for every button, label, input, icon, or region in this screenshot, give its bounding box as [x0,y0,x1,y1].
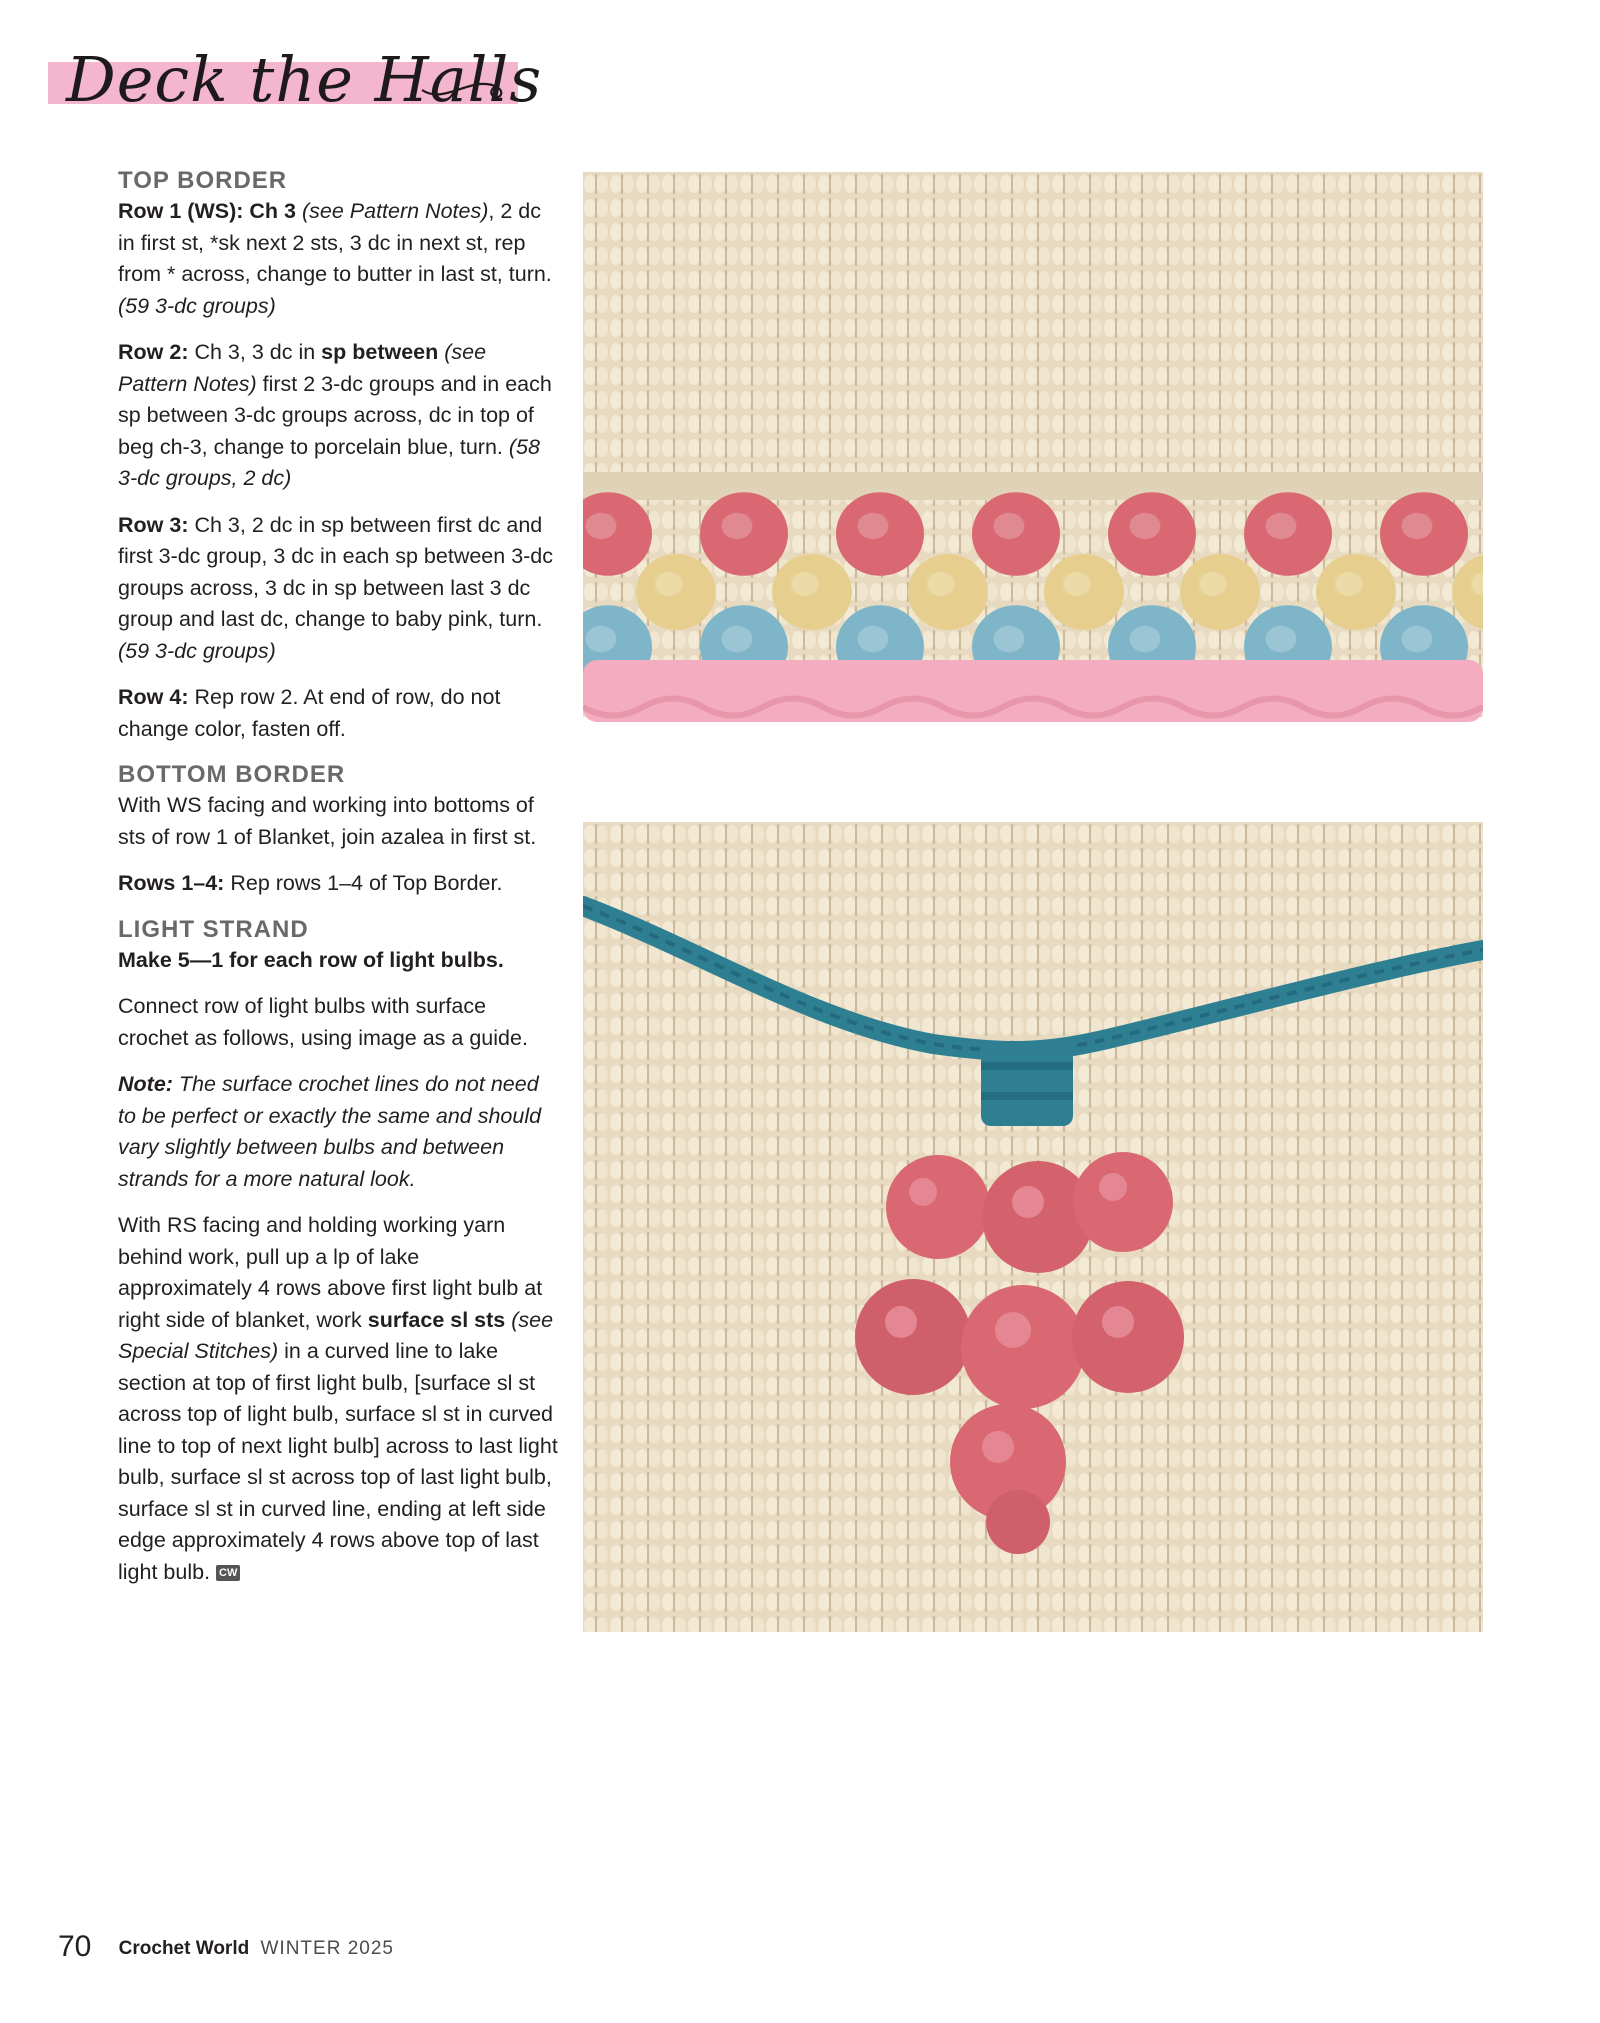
light-strand-connect: Connect row of light bulbs with surface crochet as follows, using image as a guide. [118,994,528,1050]
heading-bottom-border: BOTTOM BORDER [118,761,346,788]
light-strand-make-text: Make 5—1 for each row of light bulbs. [118,947,504,972]
instr-note: (see Special Stitches) [118,1307,554,1363]
row-3-count: (59 3-dc groups) [118,638,276,663]
heading-top-border: TOP BORDER [118,167,288,194]
row-3-label: Row 3: [118,512,189,537]
row-4-label: Row 4: [118,685,189,709]
page-footer [58,1930,394,1964]
instr-text-2: in a curved line to lake section at top of first light bulb, [surface sl st across top of light bulb, surface sl st in curved line to top of next light bulb] across to last light bulb, surface sl st across top of last light bulb, surface sl st in curved line, ending at left side edge approximately 4 rows above top of last light bulb. [118,1339,558,1584]
stitch-highlight [791,572,819,596]
stitch-highlight [1130,626,1161,652]
stitch-highlight [1402,513,1433,539]
stitch-highlight [994,513,1025,539]
stitch-highlight [1063,572,1091,596]
stitch-highlight [722,626,753,652]
row-1-ch: Ch 3 [249,199,296,223]
light-bulb-photo [583,822,1483,1632]
bottom-border-rows [118,868,558,900]
row-3-text: Ch 3, 2 dc in sp between first dc and first 3-dc group, 3 dc in each sp between 3-dc groups across, 3 dc in sp between last 3 dc group and last dc, change to baby pink, turn. [118,512,554,631]
bottom-border-intro: With WS facing and working into bottoms of sts of row 1 of Blanket, join azalea in first st. [118,793,537,849]
bulb-cap [981,1044,1073,1126]
stitch-highlight [858,626,889,652]
stitch-highlight [1199,572,1227,596]
row-1-note: (see Pattern Notes) [301,199,489,223]
row-1-count: (59 3-dc groups) [118,293,276,318]
row-2-label: Row 2: [118,340,189,364]
stitch-highlight [722,513,753,539]
light-strand-note [118,1069,558,1195]
title-swash-icon [420,66,520,106]
row-4-text: Rep row 2. At end of row, do not change color, fasten off. [118,685,501,741]
photo-background-strip [583,717,1483,766]
magazine-name: Crochet World [118,1938,250,1959]
top-border-row-4 [118,682,558,745]
row-2-note: (see Pattern Notes) [118,340,487,396]
cw-end-badge: CW [216,1565,240,1581]
stitch-highlight [1266,513,1297,539]
instr-text-1: With RS facing and holding working yarn behind work, pull up a lp of lake approximately 4 rows above first light bulb at right side of blanket, work [118,1213,543,1332]
row-2-text-2: first 2 3-dc groups and in each sp between 3-dc groups across, dc in top of beg ch-3, change to porcelain blue, turn. [118,371,552,459]
instr-bold: surface sl sts [367,1307,506,1332]
stitch-highlight [1266,626,1297,652]
top-border-row-2 [118,337,558,495]
stitch-highlight [927,572,955,596]
row-2-text-1: Ch 3, 3 dc in [194,340,316,364]
note-text: The surface crochet lines do not need to be perfect or exactly the same and should vary slightly between bulbs and between strands for a more natural look. [118,1072,542,1191]
row-2-bold: sp between [321,340,439,364]
instructions-column [118,164,558,1603]
light-strand-instructions [118,1210,558,1588]
stitch-highlight [586,513,617,539]
stitch-highlight [858,513,889,539]
bottom-rows-label: Rows 1–4: [118,871,225,895]
row-2-count: (58 3-dc groups, 2 dc) [118,434,540,490]
stitch-highlight [655,572,683,596]
bottom-rows-text: Rep rows 1–4 of Top Border. [230,871,503,895]
light-strand-make [118,945,558,977]
border-stitch-photo [583,172,1483,766]
page-number: 70 [58,1930,92,1963]
stitch-highlight [586,626,617,652]
stitch-highlight [994,626,1025,652]
heading-light-strand: LIGHT STRAND [118,915,309,943]
issue-label: WINTER 2025 [260,1938,394,1959]
row-1-label: Row 1 (WS): [118,199,244,223]
row-1-text: , 2 dc in first st, *sk next 2 sts, 3 dc in next st, rep from * across, change to butter in last st, turn. [118,199,552,286]
stitch-highlight [1402,626,1433,652]
note-label: Note: [118,1072,173,1096]
page-title: Deck the Halls [66,43,543,116]
stitch-highlight [1130,513,1161,539]
top-border-row-3 [118,510,558,668]
top-border-row-1 [118,196,558,322]
stitch-highlight [1335,572,1363,596]
